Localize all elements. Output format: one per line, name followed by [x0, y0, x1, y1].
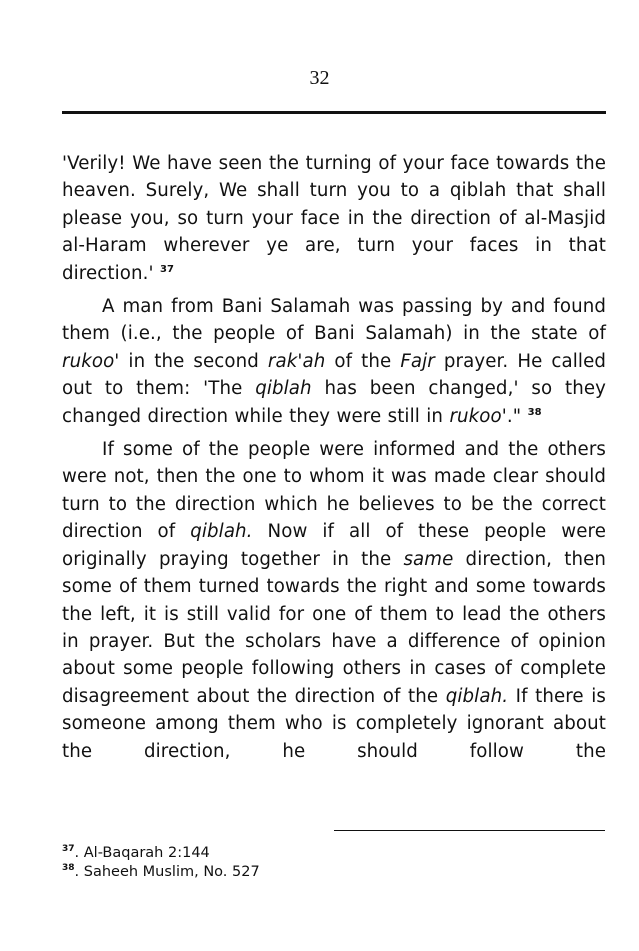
text-run: A man from Bani Salamah was passing by and found them (i.e., the people of Bani Salamah) in the state of [62, 296, 606, 345]
footnote-rule [334, 830, 605, 831]
italic-term: Fajr [400, 350, 435, 372]
text-run: 'Verily! We have seen the turning of your face towards the heaven. Surely, We shall turn you to a qiblah that shall please you, so turn your face in the direction of al-Masjid al-Haram wherever ye are, turn your faces in that direction.' [62, 153, 606, 284]
page-number: 32 [309, 67, 330, 89]
text-run: Now if all of these people were originally praying together in the [62, 521, 606, 570]
paragraph-1 [62, 150, 606, 287]
text-run: ." [506, 405, 528, 427]
paragraph-2 [62, 293, 606, 430]
italic-term: qiblah. [445, 685, 509, 707]
text-run: If some of the people were informed and the others were not, then the one to whom it was made clear should turn to the direction which he believes to be the correct direction of [62, 439, 606, 543]
footnote-reference: 37 [159, 263, 175, 275]
text-run: direction, then some of them turned towards the right and some towards the left, it is still valid for one of them to lead the others in prayer. But the scholars have a difference of opinion about some people following others in cases of complete disagreement about the direction of the [62, 548, 606, 707]
text-run: of the [325, 350, 401, 372]
header-rule [62, 111, 606, 114]
footnotes [62, 844, 260, 882]
text-run: has been changed,' so they changed direction while they were still in [62, 378, 606, 427]
text-run: in the second [119, 350, 268, 372]
footnote-text: . Al-Baqarah 2:144 [74, 845, 210, 861]
footnote-reference: 38 [527, 406, 542, 418]
footnote-number: 37 [62, 844, 75, 855]
italic-term: qiblah. [190, 521, 253, 543]
footnote-text: . Saheeh Muslim, No. 527 [74, 864, 260, 880]
footnote-37 [62, 844, 260, 863]
paragraph-3 [62, 436, 606, 765]
italic-term: rukoo' [449, 405, 507, 427]
footnote-number: 38 [62, 863, 75, 874]
italic-term: qiblah [255, 378, 312, 400]
italic-term: rak'ah [267, 350, 326, 372]
footnote-38 [62, 863, 260, 882]
body-text [62, 150, 606, 771]
italic-term: same [403, 548, 454, 570]
text-run: prayer. He called out to them: 'The [62, 350, 606, 400]
text-run: If there is someone among them who is completely ignorant about the direction, he should follow the [62, 685, 606, 762]
italic-term: rukoo' [62, 350, 120, 372]
